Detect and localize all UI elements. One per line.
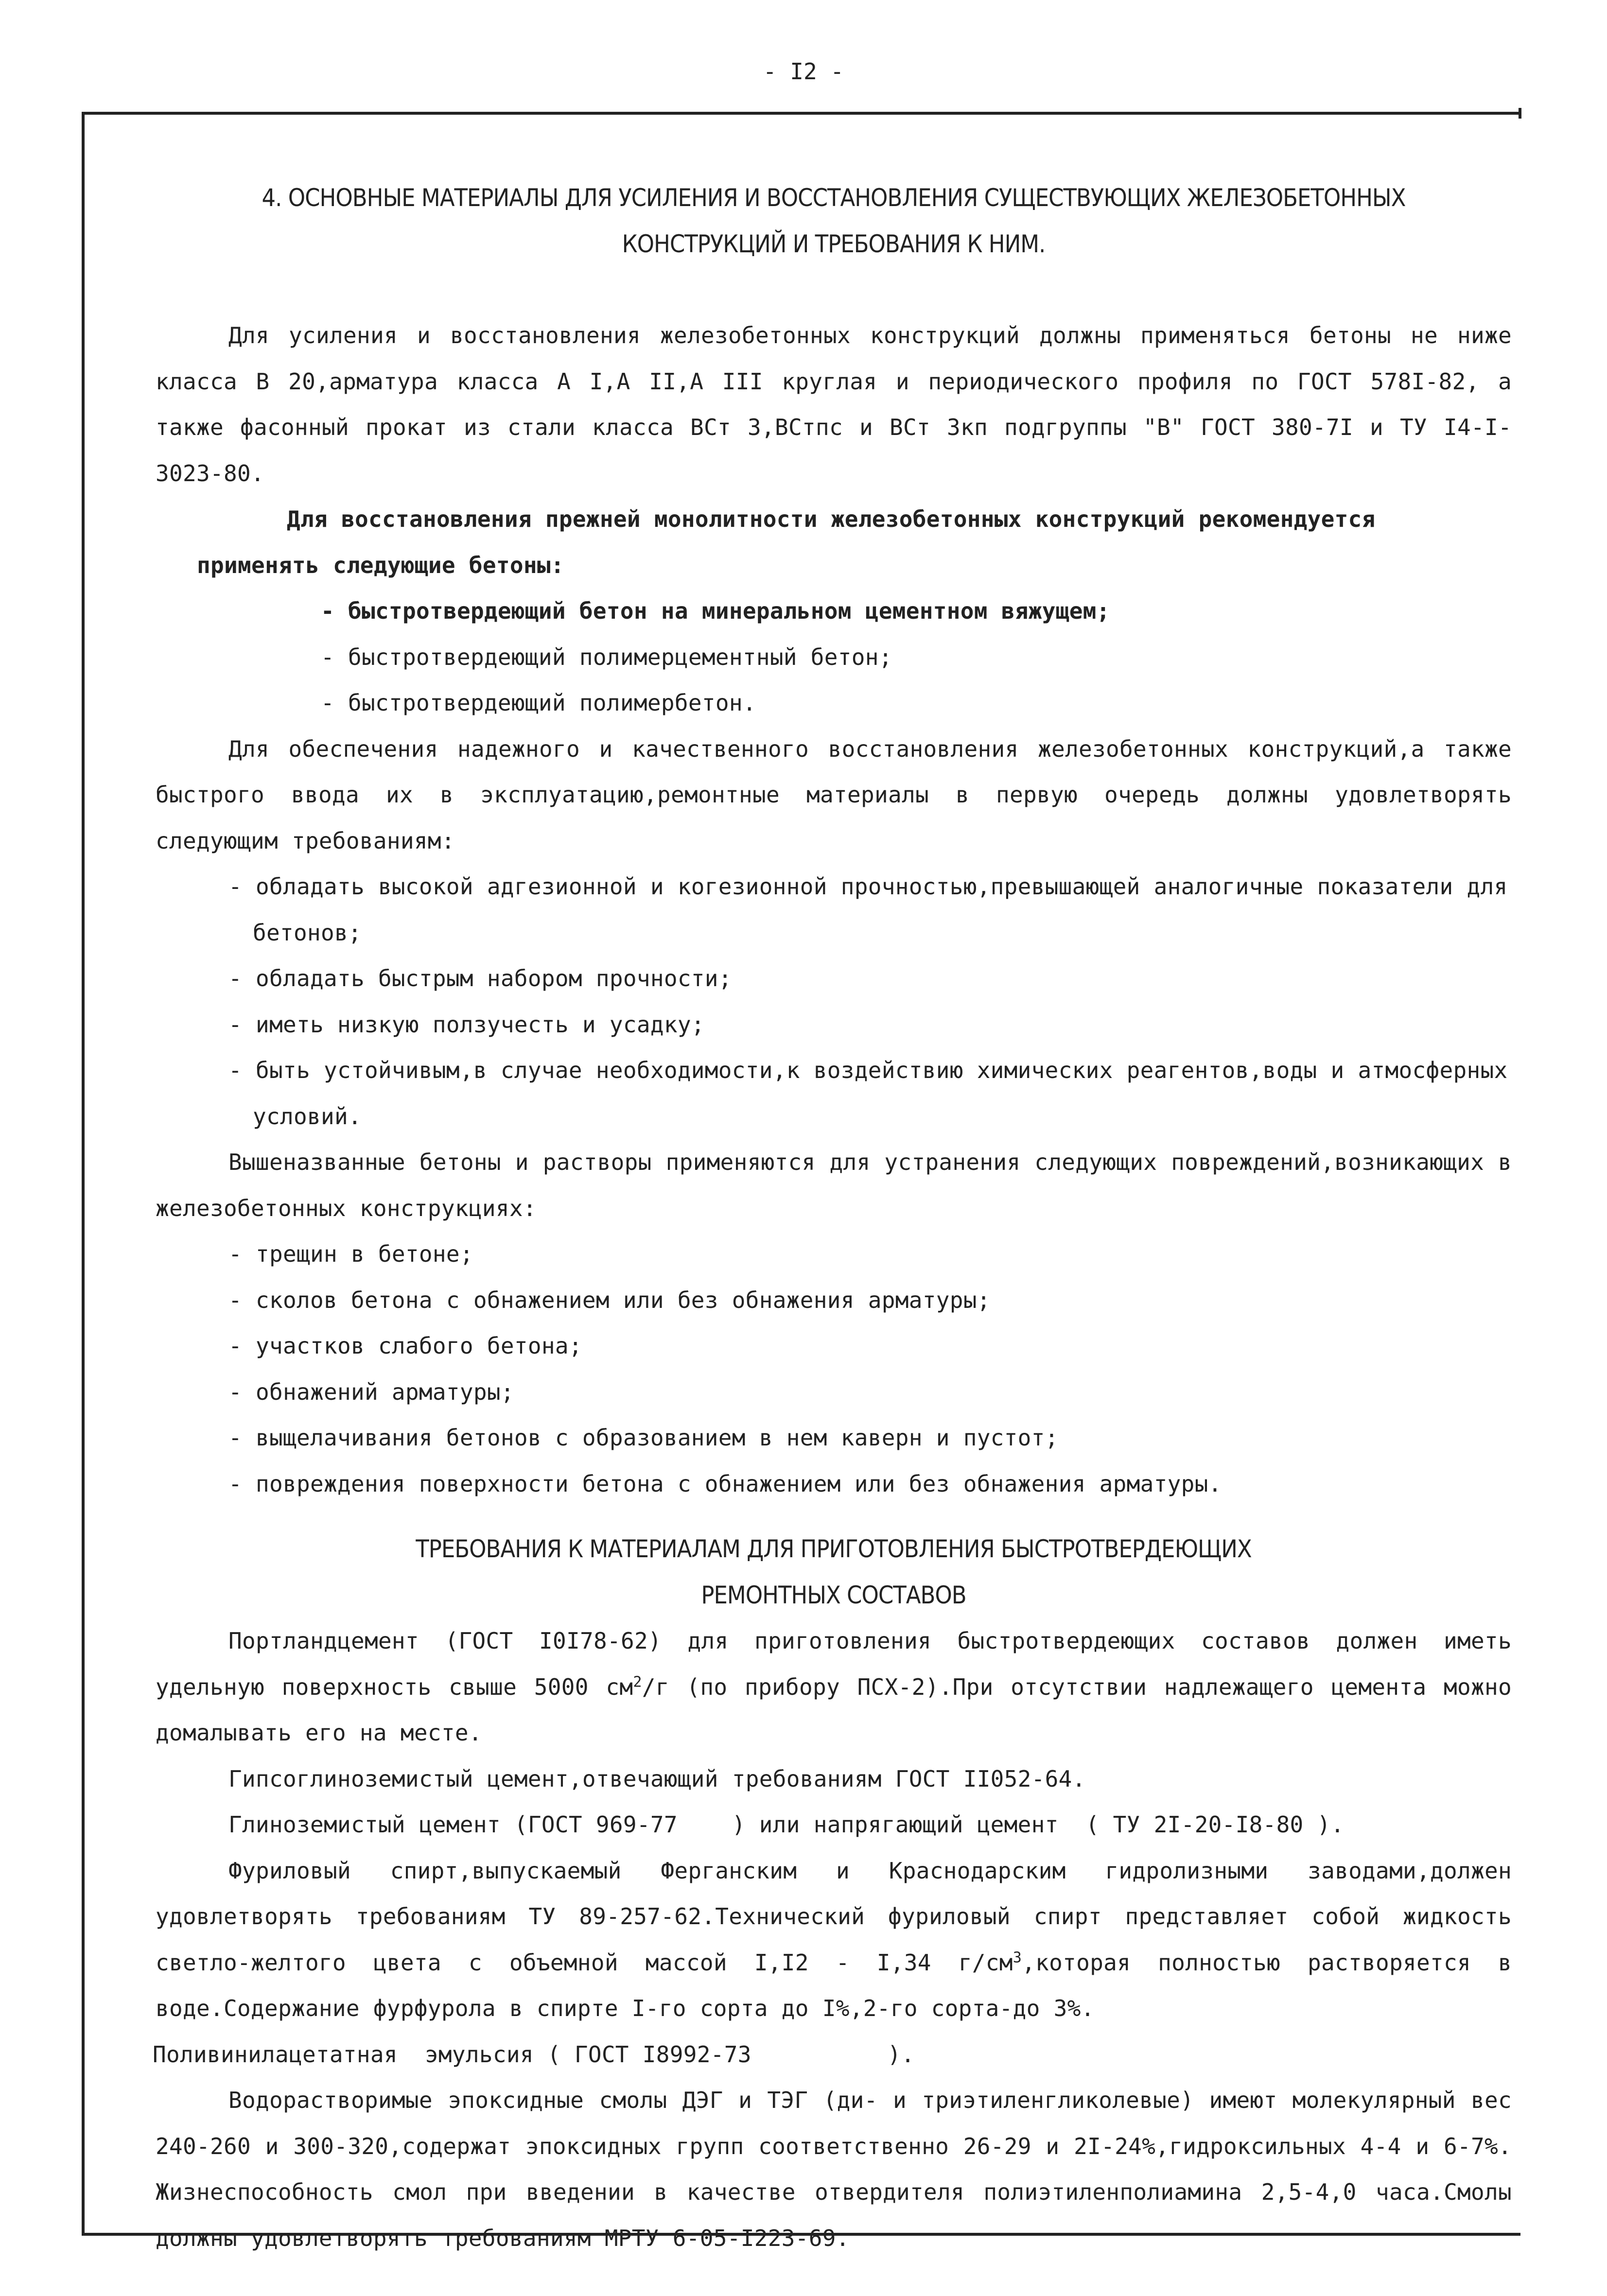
requirements-title-line1: ТРЕБОВАНИЯ К МАТЕРИАЛАМ ДЛЯ ПРИГОТОВЛЕНИЯ БЫСТРОТВЕРДЕЮЩИХ [416, 1535, 1252, 1563]
list-item: - обладать быстрым набором прочности; [228, 965, 732, 991]
damages-list [156, 1231, 1512, 1507]
list-item: - быстротвердеющий полимерцементный бетон; [321, 644, 892, 670]
requirements-title-line2: РЕМОНТНЫХ СОСТАВОВ [701, 1581, 966, 1609]
list-item: - сколов бетона с обнажением или без обнажения арматуры; [228, 1287, 991, 1313]
section-4-title [156, 175, 1512, 267]
paragraph-gypsum-cement: Гипсоглиноземистый цемент,отвечающий требованиям ГОСТ II052-64. [228, 1765, 1086, 1792]
paragraph-requirements-intro: Для обеспечения надежного и качественного восстановления железобетонных конструкций,а также быстрого ввода их в эксплуатацию,ремонтные материалы в первую очередь должны удовлетворять следующим требованиям: [156, 735, 1512, 854]
list-item: - трещин в бетоне; [228, 1241, 473, 1267]
section-4-title-line2: КОНСТРУКЦИЙ И ТРЕБОВАНИЯ К НИМ. [622, 229, 1046, 258]
paragraph-portland-cement: Портландцемент (ГОСТ I0I78-62) для приготовления быстротвердеющих составов должен иметь удельную поверхность свыше 5000 $см^2/г$ (по прибору ПСХ-2).При отсутствии надлежащего цемента можно домалывать его на месте. [156, 1628, 1512, 1746]
requirements-list [156, 864, 1512, 1139]
paragraph-pva-emulsion: Поливинилацетатная эмульсия ( ГОСТ I8992-73 ). [153, 2041, 915, 2068]
list-item: - обладать высокой адгезионной и когезионной прочностью,превышающей аналогичные показатели для бетонов; [228, 873, 1508, 946]
paragraph-materials: Для усиления и восстановления железобетонных конструкций должны применяться бетоны не ниже класса В 20,арматура класса А I,А II,А III круглая и периодического профиля по ГОСТ 578I-82, а также фасонный прокат из стали класса ВСт 3,ВСтпс и ВСт 3кп подгруппы "В" ГОСТ 380-7I и ТУ I4-I-3023-80. [156, 322, 1512, 487]
list-item: - быть устойчивым,в случае необходимости,к воздействию химических реагентов,воды и атмосферных условий. [228, 1057, 1508, 1130]
paragraph-restoration-line1: Для восстановления прежней монолитности железобетонных конструкций рекомендуется [287, 506, 1376, 532]
paragraph-damages-intro: Вышеназванные бетоны и растворы применяются для устранения следующих повреждений,возникающих в железобетонных конструкциях: [156, 1149, 1512, 1221]
frame-corner-tick [1519, 108, 1521, 119]
list-item: - обнажений арматуры; [228, 1378, 514, 1405]
section-4-title-line1: 4. ОСНОВНЫЕ МАТЕРИАЛЫ ДЛЯ УСИЛЕНИЯ И ВОССТАНОВЛЕНИЯ СУЩЕСТВУЮЩИХ ЖЕЛЕЗОБЕТОННЫХ [262, 184, 1406, 212]
paragraph-restoration-line2: применять следующие бетоны: [197, 552, 564, 578]
paragraph-epoxy-resins: Водорастворимые эпоксидные смолы ДЭГ и ТЭГ (ди- и триэтиленгликолевые) имеют молекулярный вес 240-260 и 300-320,содержат эпоксидных групп соответственно 26-29 и 2I-24%,гидроксильных 4-4 и 6-7%. Жизнеспособность смол при введении в качестве отвердителя полиэтиленполиамина 2,5-4,0 часа.Смолы должны удовлетворять требованиям МРТУ 6-05-I223-69. [156, 2087, 1512, 2251]
requirements-section-title [156, 1526, 1512, 1618]
paragraph-alumina-cement: Глиноземистый цемент (ГОСТ 969-77 ) или напрягающий цемент ( ТУ 2I-20-I8-80 ). [228, 1811, 1345, 1838]
list-item: - участков слабого бетона; [228, 1333, 582, 1359]
list-item: - быстротвердеющий полимербетон. [321, 690, 756, 716]
list-item: - быстротвердеющий бетон на минеральном цементном вяжущем; [321, 598, 1110, 624]
list-item: - повреждения поверхности бетона с обнажением или без обнажения арматуры. [228, 1470, 1222, 1497]
concrete-list [156, 588, 1512, 726]
page-number: - I2 - [763, 58, 844, 85]
paragraph-furyl-alcohol: Фуриловый спирт,выпускаемый Ферганским и Краснодарским гидролизными заводами,должен удовлетворять требованиям ТУ 89-257-62.Технический фуриловый спирт представляет собой жидкость светло-желтого цвета с объемной массой I,I2 - I,34 $г/см^3,которая$ полностью растворяется в воде.Содержание фурфурола в спирте I-го сорта до I%,2-го сорта-до 3%. [156, 1857, 1512, 2021]
list-item: - иметь низкую ползучесть и усадку; [228, 1011, 705, 1038]
list-item: - выщелачивания бетонов с образованием в нем каверн и пустот; [228, 1425, 1059, 1451]
document-body [153, 175, 1512, 2261]
